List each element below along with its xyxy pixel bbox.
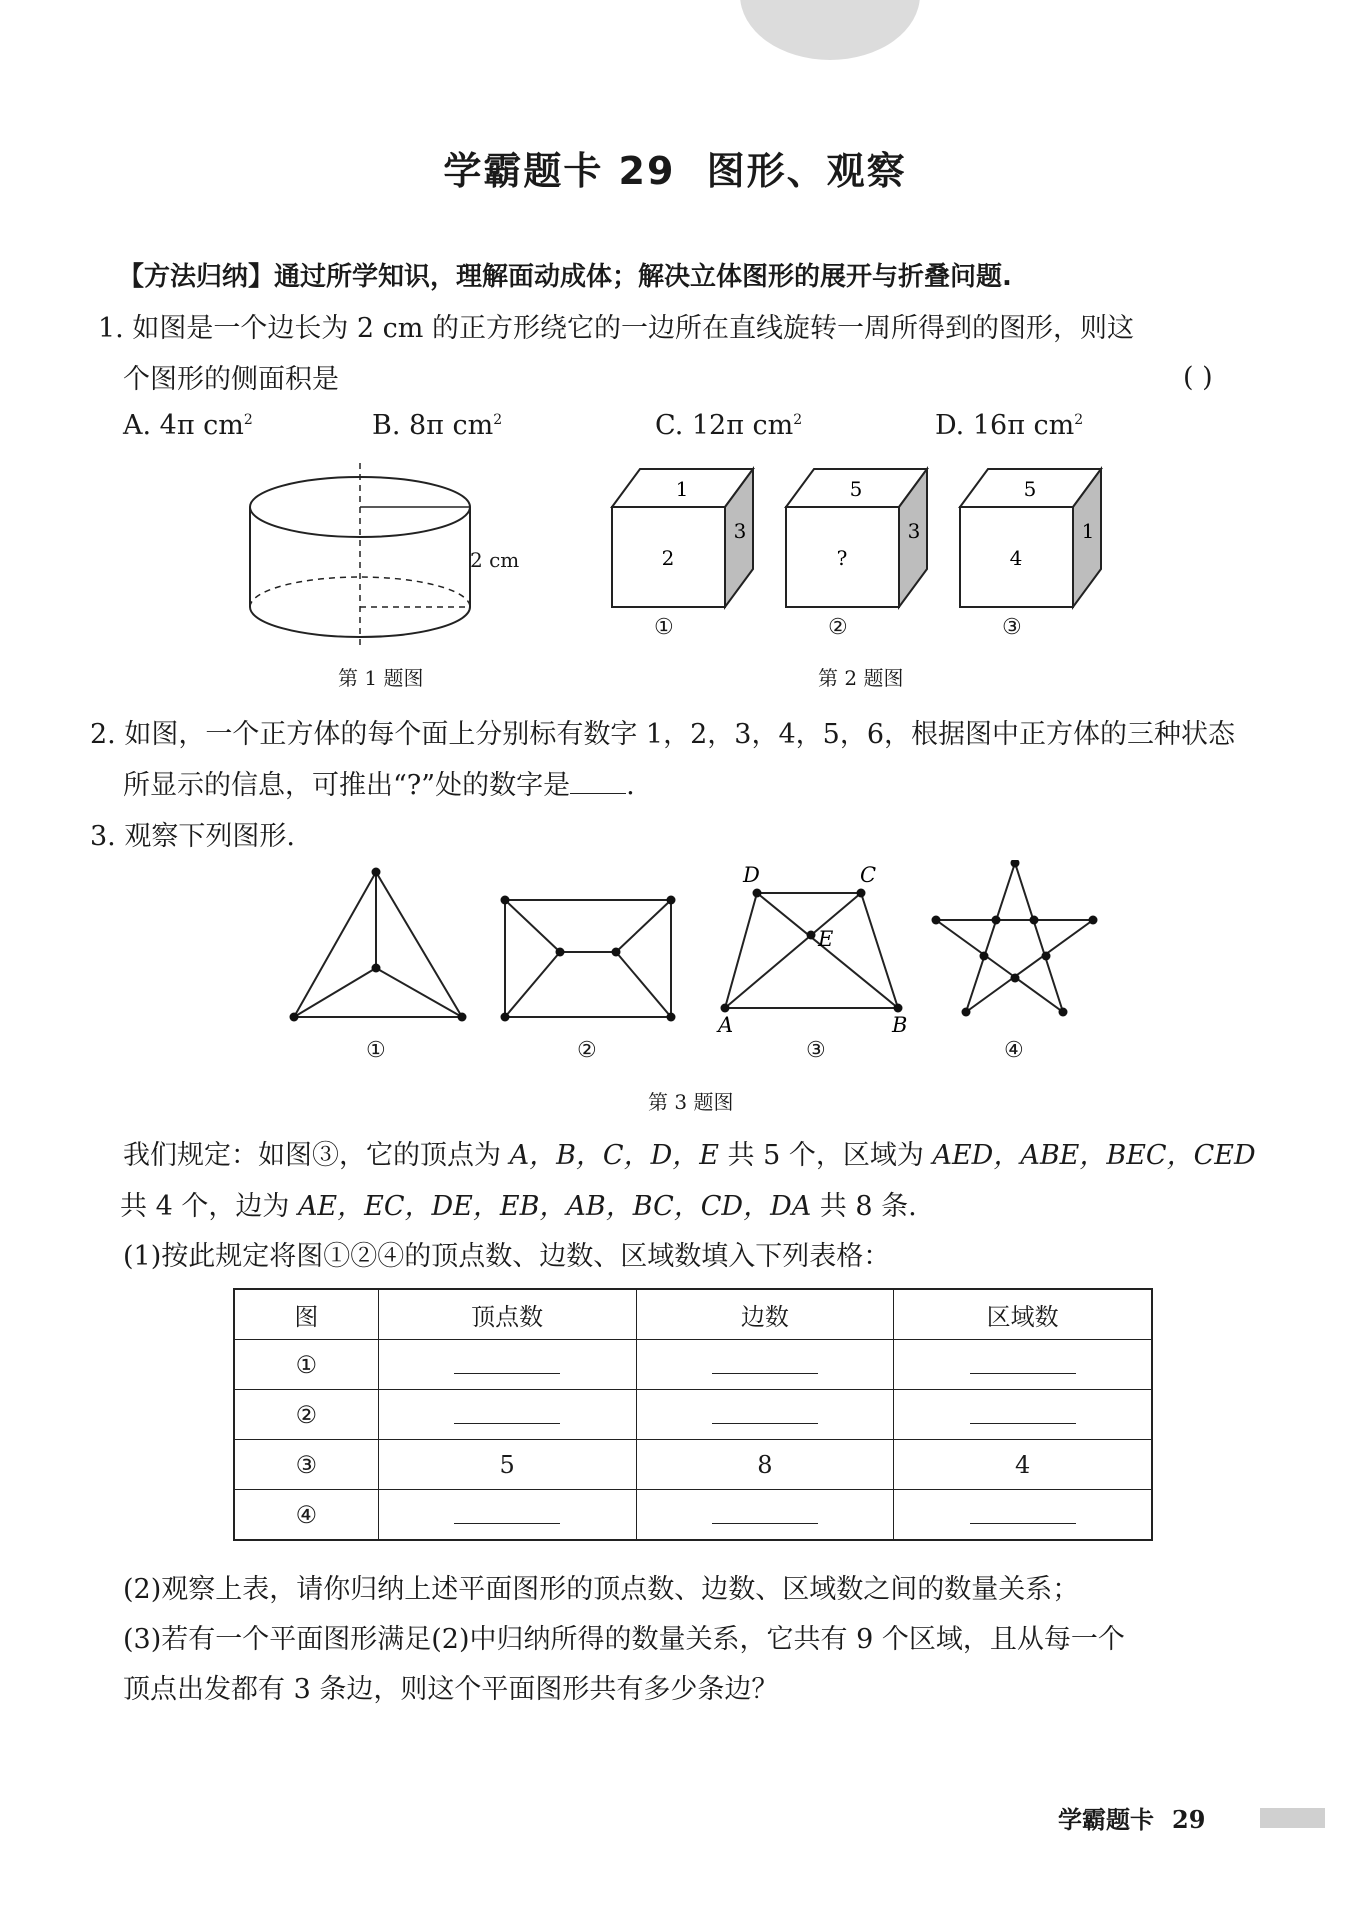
cube-2-top: 5 [849,477,863,501]
q1-option-a: A. 4π $cm^2$ [123,410,253,441]
q3-part1: (1)按此规定将图①②④的顶点数、边数、区域数填入下列表格： [123,1241,891,1272]
vertex-label-c: C [860,863,877,887]
regions-blank[interactable] [894,1340,1152,1390]
table-header-fig: 图 [234,1289,378,1340]
q3-rule-line1: 我们规定：如图③，它的顶点为 A，B，C，D，E 共 5 个，区域为 AED，ABE，BEC，CED [123,1140,1256,1171]
cube-3-front: 4 [1009,546,1023,570]
q3-figure-4 [936,863,1093,1012]
q3-figures [280,860,1120,1035]
vertex-label-e: E [818,927,834,951]
cube-1 [612,469,753,607]
footer-label: 学霸题卡 [1058,1806,1154,1834]
table-header-vertices: 顶点数 [378,1289,636,1340]
q1-line2: 个图形的侧面积是 [123,364,339,395]
table-header-regions: 区域数 [894,1289,1152,1340]
table-cell-regions: 4 [894,1440,1152,1490]
cube-3-number: ③ [1002,615,1022,640]
edges-blank[interactable] [636,1390,894,1440]
q3-answer-table [233,1288,1153,1541]
q3-part2: (2)观察上表，请你归纳上述平面图形的顶点数、边数、区域数之间的数量关系； [123,1574,1080,1605]
q2-line2: 所显示的信息，可推出“?”处的数字是 . [123,766,635,806]
cube-2-front: ? [836,546,848,570]
table-row [234,1390,1152,1440]
q3-figure-3 [725,893,898,1008]
fig2-caption: 第 2 题图 [818,666,904,690]
q1-line1: 1. 如图是一个边长为 2 cm 的正方形绕它的一边所在直线旋转一周所得到的图形，则这 [98,313,1134,344]
page-title [0,140,1350,195]
cube-3 [960,469,1101,607]
footer-bar-decoration [1260,1808,1325,1828]
method-summary: 【方法归纳】通过所学知识，理解面动成体；解决立体图形的展开与折叠问题. [118,262,1012,292]
vertices-blank[interactable] [378,1340,636,1390]
table-cell-vertices: 5 [378,1440,636,1490]
q3-rule-line2: 共 4 个，边为 AE，EC，DE，EB，AB，BC，CD，DA 共 8 条. [120,1191,917,1222]
page-tab-decoration [740,0,920,60]
q1-option-c: C. 12π $cm^2$ [655,410,803,441]
table-row [234,1340,1152,1390]
page-footer [1058,1800,1205,1835]
title-prefix: 学霸题卡 29 [443,149,676,193]
q1-option-b: B. 8π $cm^2$ [372,410,503,441]
cubes-figure [600,455,1120,615]
cube-1-number: ① [654,615,674,640]
q3-fig1-number: ① [366,1038,386,1063]
cylinder-height-label: 2 cm [470,548,520,572]
cube-2-side: 3 [907,519,921,543]
q2-answer-blank [570,767,626,794]
cube-2-number: ② [828,615,848,640]
q1-option-d: D. 16π $cm^2$ [935,410,1084,441]
table-header-row [234,1289,1152,1340]
q1-answer-paren: ( ) [1183,362,1213,393]
edges-blank[interactable] [636,1340,894,1390]
vertex-label-b: B [892,1013,908,1035]
page-number: 29 [1172,1805,1206,1834]
vertices-blank[interactable] [378,1390,636,1440]
q3-fig3-number: ③ [806,1038,826,1063]
vertex-label-a: A [718,1013,734,1035]
vertex-label-d: D [743,863,760,887]
regions-blank[interactable] [894,1390,1152,1440]
cube-3-top: 5 [1023,477,1037,501]
table-cell-edges: 8 [636,1440,894,1490]
q3-part3-line2: 顶点出发都有 3 条边，则这个平面图形共有多少条边？ [123,1674,779,1705]
table-cell-fig: ③ [234,1440,378,1490]
table-header-edges: 边数 [636,1289,894,1340]
title-topic: 图形、观察 [706,149,907,193]
cube-1-top: 1 [675,477,689,501]
q3-fig4-number: ④ [1004,1038,1024,1063]
q3-figure-2 [505,900,671,1017]
cube-2 [786,469,927,607]
q3-part3-line1: (3)若有一个平面图形满足(2)中归纳所得的数量关系，它共有 9 个区域，且从每一个 [123,1624,1125,1655]
fig3-caption: 第 3 题图 [648,1090,734,1114]
table-row [234,1490,1152,1541]
edges-blank[interactable] [636,1490,894,1541]
table-cell-fig: ① [234,1340,378,1390]
vertices-blank[interactable] [378,1490,636,1541]
q3-figure-1 [294,872,462,1017]
table-row [234,1440,1152,1490]
table-cell-fig: ② [234,1390,378,1440]
q2-line1: 2. 如图，一个正方体的每个面上分别标有数字 1，2，3，4，5，6，根据图中正方体的三种状态 [90,719,1235,750]
cube-1-side: 3 [733,519,747,543]
q3-fig2-number: ② [577,1038,597,1063]
cube-3-side: 1 [1081,519,1095,543]
cube-1-front: 2 [661,546,675,570]
q3-line1: 3. 观察下列图形. [90,821,295,852]
regions-blank[interactable] [894,1490,1152,1541]
table-cell-fig: ④ [234,1490,378,1541]
fig1-caption: 第 1 题图 [338,666,424,690]
